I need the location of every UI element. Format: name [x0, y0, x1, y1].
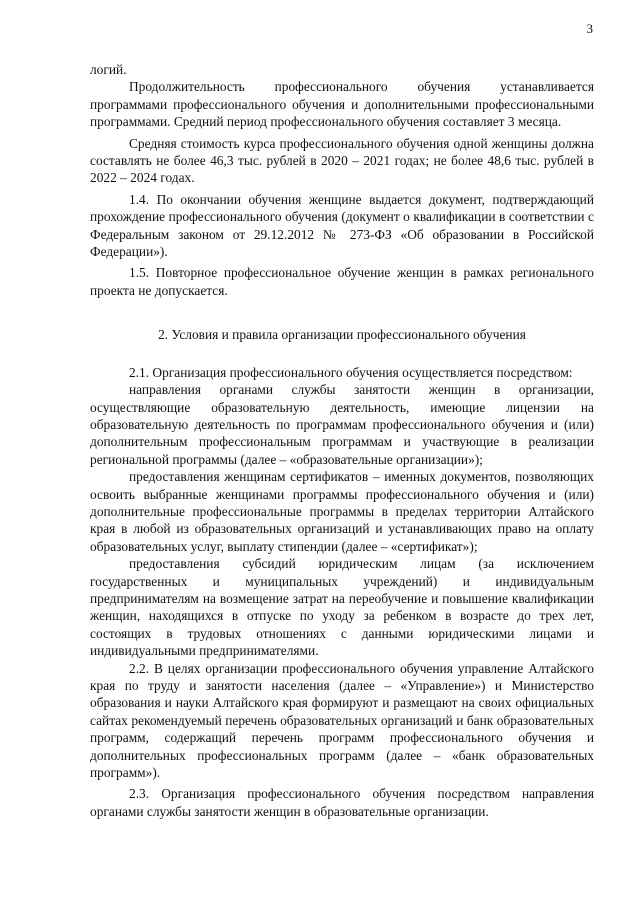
page-number: 3 [586, 21, 593, 36]
paragraph-continuation: логий. [90, 62, 127, 77]
list-item-subsidies: предоставления субсидий юридическим лицам (за исключением государственных и муниципальных учреждений) и индивидуальным предпринимателям на возмещение затрат на переобучение и повышение квалификации женщин, находящихся в отпуске по уходу за ребенком в возрасте до трех лет, состоящих в трудовых отношениях с данными юридическими лицами и индивидуальными предпринимателями. [90, 556, 594, 659]
paragraph-1-5: 1.5. Повторное профессиональное обучение женщин в рамках регионального проекта не допускается. [90, 265, 594, 298]
paragraph-2-1: 2.1. Организация профессионального обучения осуществляется посредством: [129, 364, 573, 380]
paragraph-2-2: 2.2. В целях организации профессионального обучения управление Алтайского края по труду и занятости населения (далее – «Управление») и Министерство образования и науки Алтайского края формируют и размещают на своих официальных сайтах рекомендуемый перечень образовательных организаций и банк образовательных программ, содержащий перечень программ профессионального обучения и дополнительных профессиональных программ (далее – «банк образовательных программ»). [90, 660, 594, 781]
section-heading: 2. Условия и правила организации профессионального обучения [158, 327, 526, 343]
list-item-referral: направления органами службы занятости женщин в организации, осуществляющие образовательную деятельность, имеющие лицензии на образовательную деятельность по программам профессионального обучения и (или) дополнительным профессиональным программам и участвующие в реализации региональной программы (далее – «образовательные организации»); [90, 382, 594, 467]
list-item-certificates: предоставления женщинам сертификатов – именных документов, позволяющих освоить выбранные женщинами программы профессионального обучения и (или) дополнительные профессиональные программы в пределах территории Алтайского края в любой из образовательных организаций и устанавливающих право на оплату образовательных услуг, выплату стипендии (далее – «сертификат»); [90, 469, 594, 554]
paragraph-duration: Продолжительность профессионального обучения устанавливается программами профессионального обучения и дополнительными профессиональными программами. Средний период профессионального обучения составляет 3 месяца. [90, 79, 594, 130]
paragraph-2-3: 2.3. Организация профессионального обучения посредством направления органами службы занятости женщин в образовательные организации. [90, 786, 594, 819]
paragraph-1-4: 1.4. По окончании обучения женщине выдается документ, подтверждающий прохождение профессионального обучения (документ о квалификации в соответствии с Федеральным законом от 29.12.2012 № 273-ФЗ «Об образовании в Российской Федерации»). [90, 191, 594, 260]
page-body [90, 61, 594, 820]
paragraph-cost: Средняя стоимость курса профессионального обучения одной женщины должна составлять не более 46,3 тыс. рублей в 2020 – 2021 годах; не более 48,6 тыс. рублей в 2022 – 2024 годах. [90, 135, 594, 186]
